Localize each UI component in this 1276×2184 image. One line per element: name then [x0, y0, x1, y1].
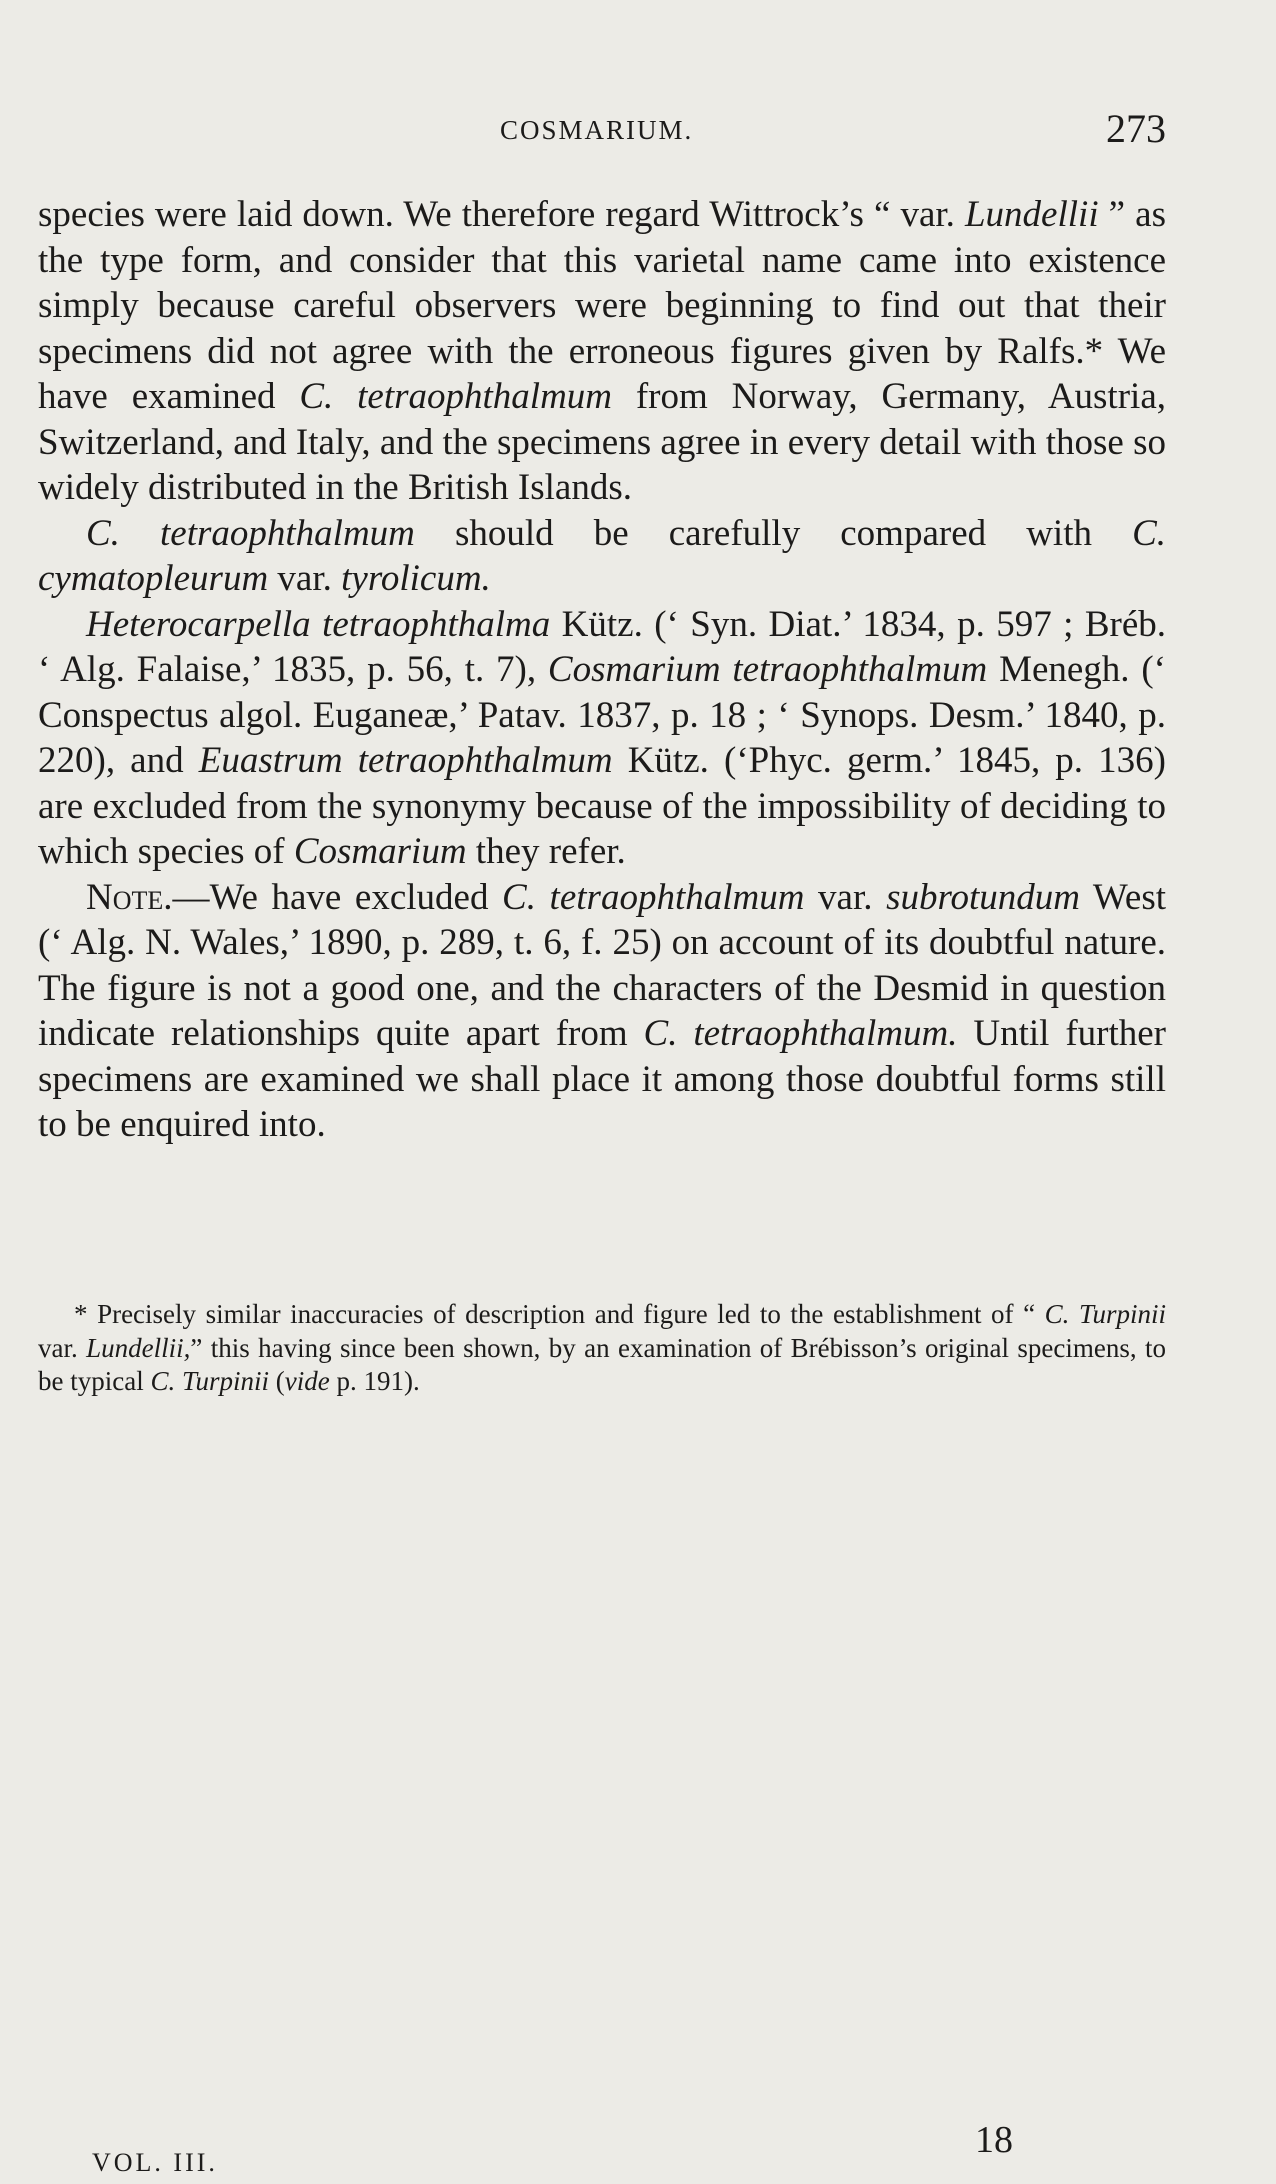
taxon-name: subrotundum	[886, 876, 1081, 918]
taxon-name: Heterocarpella tetraophthalma	[86, 603, 551, 645]
text-run: —We have excluded	[172, 876, 503, 918]
text-run: Until further specimens are examined we shall place it among those doubtful forms still to be enquired into.	[38, 1013, 1166, 1145]
taxon-name: Euastrum tetraophthalmum	[198, 740, 613, 781]
note-label: Note.	[86, 876, 173, 918]
running-title: COSMARIUM.	[500, 115, 694, 145]
text-run: ” this having since been shown, by an examination of Brébisson’s original specimens, to be typical	[38, 1332, 1166, 1396]
running-head	[0, 105, 1276, 155]
text-run: from Norway, Germany, Austria, Switzerland, and Italy, and the specimens agree in every detail with those so widely distributed in the British Islands.	[38, 376, 1166, 508]
taxon-name: Lundellii,	[86, 1332, 191, 1363]
text-run: var.	[268, 558, 342, 599]
paragraph-1	[38, 192, 1166, 511]
text-run: Kütz. (‘ Syn. Diat.’ 1834, p. 597 ; Bréb. ‘ Alg. Falaise,’ 1835, p. 56, t. 7),	[38, 603, 1167, 690]
taxon-name: Lundellii	[964, 194, 1099, 235]
volume-label: VOL. III.	[92, 2148, 218, 2177]
text-run: West (‘ Alg. N. Wales,’ 1890, p. 289, t. 6, f. 25) on account of its doubtful nature. The figure is not a good one, and the characters of the Desmid in question indicate relationships quite apart from	[38, 876, 1166, 1054]
page-number: 273	[1106, 106, 1166, 151]
text-run: p. 191).	[329, 1366, 420, 1396]
signature-mark: 18	[975, 2119, 1013, 2161]
text-run: Menegh. (‘ Conspectus algol. Euganeæ,’ Patav. 1837, p. 18 ; ‘ Synops. Desm.’ 1840, p. 220), and	[38, 649, 1166, 781]
text-run: (	[269, 1366, 285, 1396]
taxon-name: C. cymatopleurum	[38, 512, 1167, 599]
footnote	[38, 1298, 1166, 1399]
text-run: ” as the type form, and consider that this varietal name came into existence simply because careful observers were beginning to find out that their specimens did not agree with the erroneous figures given by Ralfs.* We have examined	[38, 194, 1166, 417]
text-run: species were laid down. We therefore regard Wittrock’s “ var.	[38, 194, 965, 235]
taxon-name: C. tetraophthalmum	[86, 512, 415, 554]
text-run: * Precisely similar inaccuracies of description and figure led to the establishment of “	[74, 1299, 1045, 1329]
taxon-name: Cosmarium	[293, 831, 467, 872]
text-run: Kütz. (‘Phyc. germ.’ 1845, p. 136) are excluded from the synonymy because of the impossibility of deciding to which species of	[38, 740, 1166, 872]
footnote-text	[38, 1298, 1166, 1399]
main-text	[38, 192, 1166, 1148]
taxon-name: C. tetraophthalmum	[502, 876, 805, 918]
taxon-name: C. tetraophthalmum	[299, 376, 613, 417]
text-run: should be carefully compared with	[414, 512, 1133, 554]
latin-word: vide	[284, 1366, 330, 1396]
taxon-name: C. Turpinii	[1044, 1299, 1167, 1329]
taxon-name: tyrolicum.	[341, 558, 491, 599]
taxon-name: C. tetraophthalmum.	[643, 1013, 958, 1054]
text-run: var.	[38, 1332, 87, 1363]
taxon-name: C. Turpinii	[150, 1366, 270, 1396]
text-run: var.	[804, 876, 887, 918]
paragraph-3	[38, 602, 1166, 875]
text-run: they refer.	[466, 831, 626, 872]
taxon-name: Cosmarium tetraophthalmum	[547, 649, 988, 690]
paragraph-4	[38, 875, 1166, 1148]
paragraph-2	[38, 511, 1166, 602]
